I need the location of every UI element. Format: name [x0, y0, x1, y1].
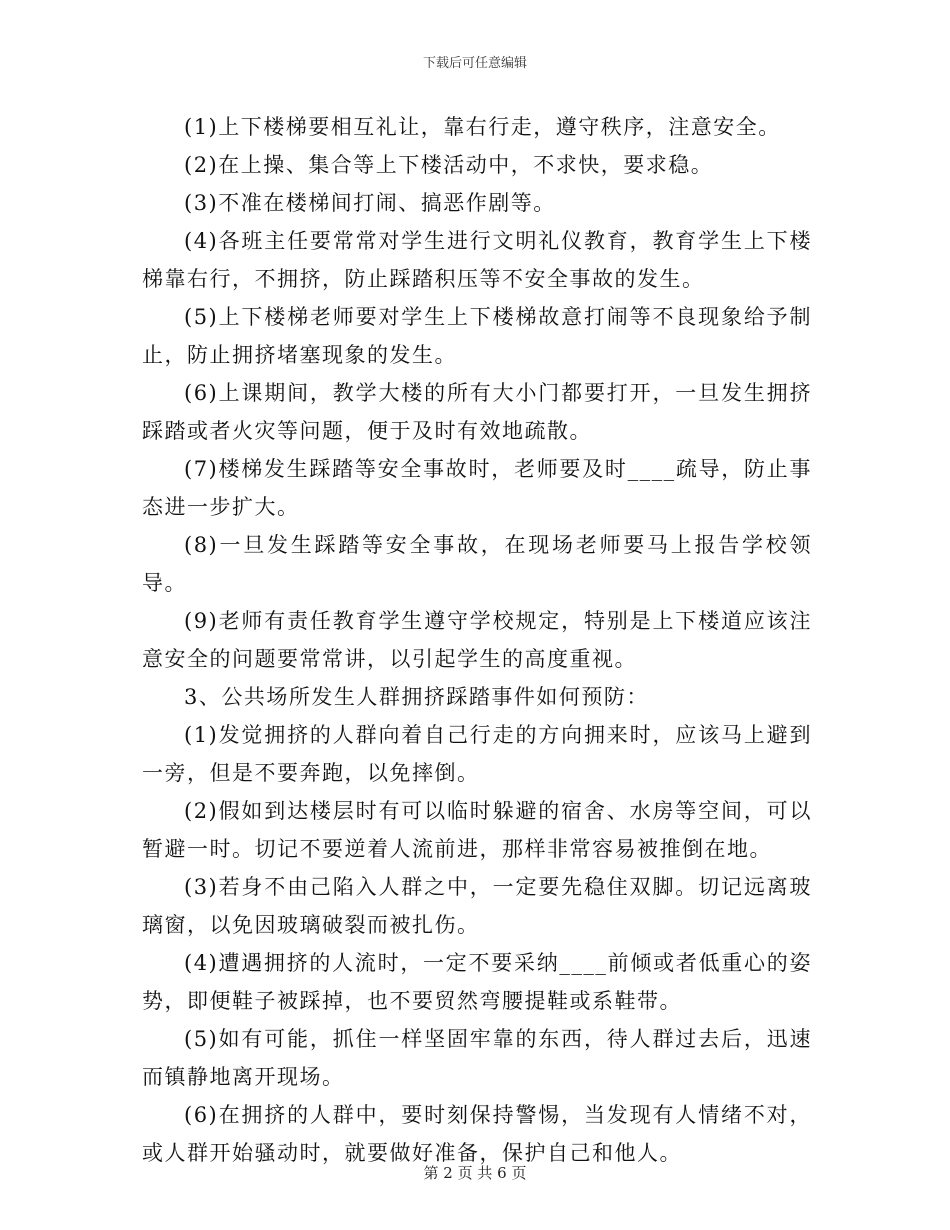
page-footer: 第 2 页 共 6 页	[423, 1164, 527, 1182]
paragraph: (1)发觉拥挤的人群向着自己行走的方向拥来时，应该马上避到一旁，但是不要奔跑，以免摔倒。	[142, 723, 812, 785]
paragraph: (5)上下楼梯老师要对学生上下楼梯故意打闹等不良现象给予制止，防止拥挤堵塞现象的发生。	[142, 305, 812, 367]
page-header: 下载后可任意编辑	[422, 56, 527, 71]
paragraph: (5)如有可能，抓住一样坚固牢靠的东西，待人群过去后，迅速而镇静地离开现场。	[142, 1027, 812, 1089]
paragraph: (4)遭遇拥挤的人流时，一定不要采纳____前倾或者低重心的姿势，即便鞋子被踩掉，也不要贸然弯腰提鞋或系鞋带。	[142, 951, 812, 1013]
section-heading: 3、公共场所发生人群拥挤踩踏事件如何预防：	[184, 685, 649, 709]
paragraph: (6)上课期间，教学大楼的所有大小门都要打开，一旦发生拥挤踩踏或者火灾等问题，便于及时有效地疏散。	[142, 381, 812, 443]
document-body	[142, 108, 812, 1172]
paragraph: (2)在上操、集合等上下楼活动中，不求快，要求稳。	[184, 153, 714, 177]
paragraph: (2)假如到达楼层时有可以临时躲避的宿舍、水房等空间，可以暂避一时。切记不要逆着人流前进，那样非常容易被推倒在地。	[142, 799, 812, 861]
paragraph: (4)各班主任要常常对学生进行文明礼仪教育，教育学生上下楼梯靠右行，不拥挤，防止踩踏积压等不安全事故的发生。	[142, 229, 812, 291]
paragraph: (3)若身不由己陷入人群之中，一定要先稳住双脚。切记远离玻璃窗，以免因玻璃破裂而被扎伤。	[142, 875, 812, 937]
paragraph: (7)楼梯发生踩踏等安全事故时，老师要及时____疏导，防止事态进一步扩大。	[142, 457, 812, 519]
paragraph: (6)在拥挤的人群中，要时刻保持警惕，当发现有人情绪不对，或人群开始骚动时，就要做好准备，保护自己和他人。	[142, 1103, 812, 1165]
paragraph: (1)上下楼梯要相互礼让，靠右行走，遵守秩序，注意安全。	[184, 115, 781, 139]
paragraph: (8)一旦发生踩踏等安全事故，在现场老师要马上报告学校领导。	[142, 533, 812, 595]
paragraph: (9)老师有责任教育学生遵守学校规定，特别是上下楼道应该注意安全的问题要常常讲，以引起学生的高度重视。	[142, 609, 812, 671]
paragraph: (3)不准在楼梯间打闹、搞恶作剧等。	[184, 191, 556, 215]
